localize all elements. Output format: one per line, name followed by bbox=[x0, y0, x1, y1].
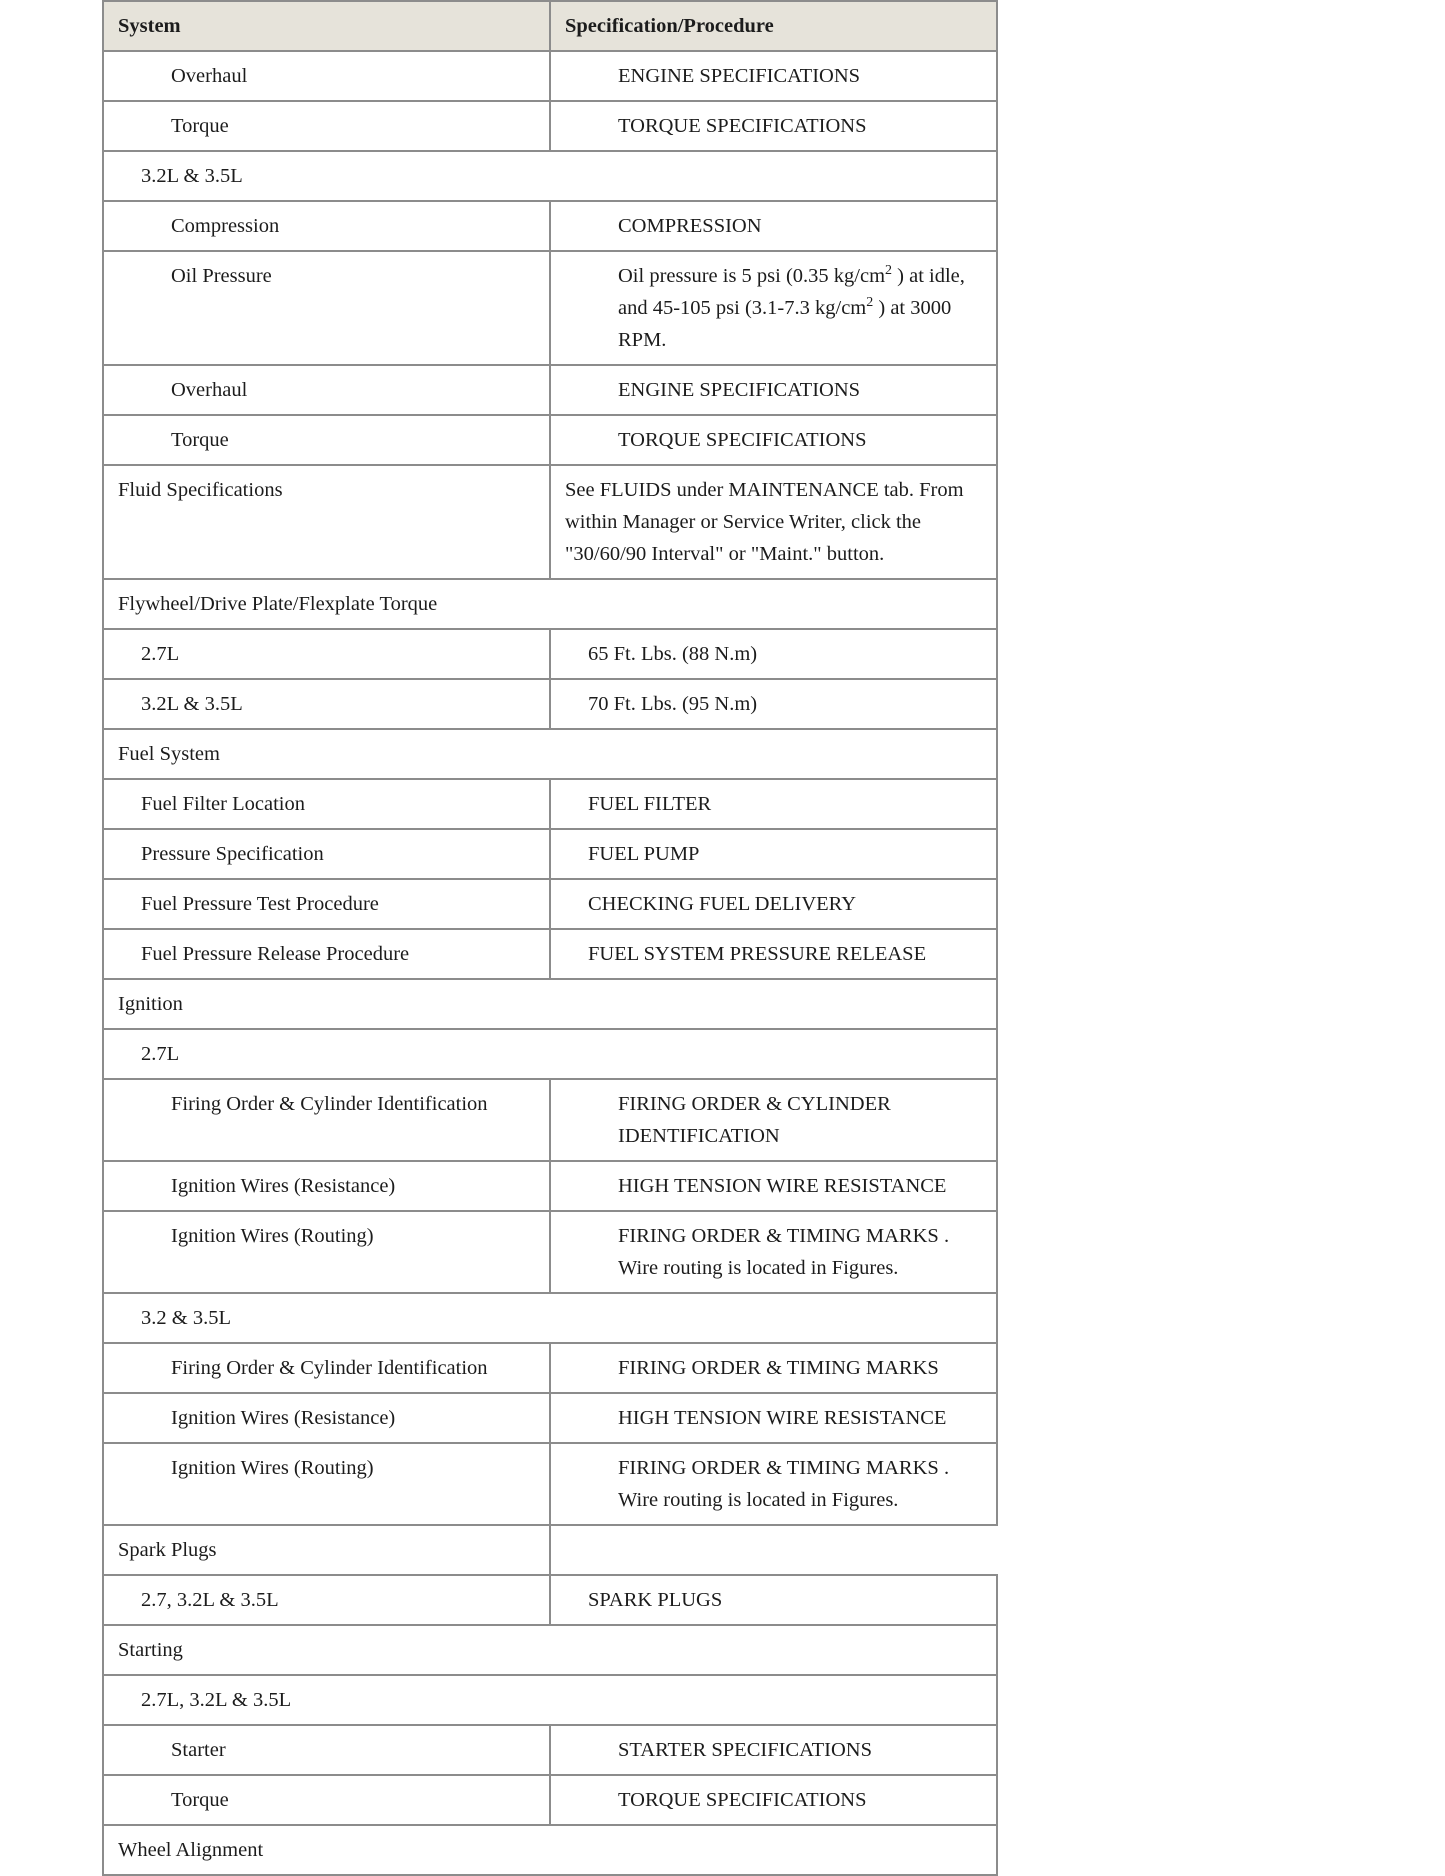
oil-pressure-text-b: ) at idle, and 45-105 psi (3.1-7.3 kg/cm bbox=[618, 265, 965, 319]
system-cell: 2.7L, 3.2L & 3.5L bbox=[103, 1675, 997, 1725]
system-cell: Firing Order & Cylinder Identification bbox=[103, 1343, 550, 1393]
table-row bbox=[103, 1443, 997, 1525]
system-cell: Fuel Pressure Test Procedure bbox=[103, 879, 550, 929]
specification-cell: FIRING ORDER & TIMING MARKS . Wire routing is located in Figures. bbox=[550, 1211, 997, 1293]
superscript: 2 bbox=[866, 295, 874, 310]
table-row bbox=[103, 1625, 997, 1675]
spec-table bbox=[102, 0, 998, 1876]
system-cell: Pressure Specification bbox=[103, 829, 550, 879]
system-cell: 3.2 & 3.5L bbox=[103, 1293, 997, 1343]
system-cell: Torque bbox=[103, 101, 550, 151]
table-row bbox=[103, 1725, 997, 1775]
specification-cell: FUEL SYSTEM PRESSURE RELEASE bbox=[550, 929, 997, 979]
table-body bbox=[103, 51, 997, 1875]
specification-cell: FIRING ORDER & CYLINDER IDENTIFICATION bbox=[550, 1079, 997, 1161]
system-cell: 2.7L bbox=[103, 1029, 997, 1079]
system-cell: Overhaul bbox=[103, 51, 550, 101]
specification-cell: CHECKING FUEL DELIVERY bbox=[550, 879, 997, 929]
system-cell: Fuel Filter Location bbox=[103, 779, 550, 829]
system-cell: Firing Order & Cylinder Identification bbox=[103, 1079, 550, 1161]
table-row bbox=[103, 629, 997, 679]
specification-cell: SPARK PLUGS bbox=[550, 1575, 997, 1625]
table-row bbox=[103, 151, 997, 201]
system-cell: Ignition Wires (Routing) bbox=[103, 1443, 550, 1525]
specification-cell: COMPRESSION bbox=[550, 201, 997, 251]
table-row bbox=[103, 201, 997, 251]
specification-cell bbox=[550, 251, 997, 365]
specification-cell: HIGH TENSION WIRE RESISTANCE bbox=[550, 1393, 997, 1443]
oil-pressure-text-c: ) at 3000 RPM. bbox=[618, 297, 952, 351]
specification-cell bbox=[550, 1525, 997, 1575]
system-cell: Starter bbox=[103, 1725, 550, 1775]
table-row bbox=[103, 1575, 997, 1625]
system-cell: Ignition Wires (Resistance) bbox=[103, 1161, 550, 1211]
table-row bbox=[103, 365, 997, 415]
system-cell: Torque bbox=[103, 415, 550, 465]
table-row bbox=[103, 101, 997, 151]
system-cell: Torque bbox=[103, 1775, 550, 1825]
table-row bbox=[103, 1029, 997, 1079]
table-row bbox=[103, 465, 997, 579]
specification-cell: FUEL FILTER bbox=[550, 779, 997, 829]
table-row bbox=[103, 679, 997, 729]
table-row bbox=[103, 979, 997, 1029]
system-cell: Overhaul bbox=[103, 365, 550, 415]
system-cell: Fluid Specifications bbox=[103, 465, 550, 579]
table-row bbox=[103, 779, 997, 829]
system-cell: 3.2L & 3.5L bbox=[103, 679, 550, 729]
table-row bbox=[103, 1211, 997, 1293]
table-row bbox=[103, 929, 997, 979]
specification-cell: HIGH TENSION WIRE RESISTANCE bbox=[550, 1161, 997, 1211]
specification-cell: FIRING ORDER & TIMING MARKS . Wire routing is located in Figures. bbox=[550, 1443, 997, 1525]
specification-cell: FUEL PUMP bbox=[550, 829, 997, 879]
table-row bbox=[103, 51, 997, 101]
table-row bbox=[103, 1293, 997, 1343]
table-row bbox=[103, 1525, 997, 1575]
specification-cell: TORQUE SPECIFICATIONS bbox=[550, 1775, 997, 1825]
table-row bbox=[103, 1775, 997, 1825]
system-cell: Fuel Pressure Release Procedure bbox=[103, 929, 550, 979]
system-cell: Ignition Wires (Routing) bbox=[103, 1211, 550, 1293]
header-system: System bbox=[103, 1, 550, 51]
table-row bbox=[103, 415, 997, 465]
specification-cell: STARTER SPECIFICATIONS bbox=[550, 1725, 997, 1775]
oil-pressure-text-a: Oil pressure is 5 psi (0.35 kg/cm bbox=[618, 265, 886, 287]
table-row bbox=[103, 1343, 997, 1393]
table-row bbox=[103, 829, 997, 879]
table-row bbox=[103, 1393, 997, 1443]
superscript: 2 bbox=[885, 263, 893, 278]
table-row bbox=[103, 1825, 997, 1875]
header-row bbox=[103, 1, 997, 51]
table-row bbox=[103, 729, 997, 779]
specification-cell: See FLUIDS under MAINTENANCE tab. From within Manager or Service Writer, click the "30/60/90 Interval" or "Maint." button. bbox=[550, 465, 997, 579]
system-cell: Ignition Wires (Resistance) bbox=[103, 1393, 550, 1443]
system-cell: 3.2L & 3.5L bbox=[103, 151, 997, 201]
specification-cell: ENGINE SPECIFICATIONS bbox=[550, 51, 997, 101]
specification-cell: FIRING ORDER & TIMING MARKS bbox=[550, 1343, 997, 1393]
system-cell: Flywheel/Drive Plate/Flexplate Torque bbox=[103, 579, 997, 629]
specification-cell: ENGINE SPECIFICATIONS bbox=[550, 365, 997, 415]
header-specification: Specification/Procedure bbox=[550, 1, 997, 51]
table-row bbox=[103, 1079, 997, 1161]
table-row bbox=[103, 879, 997, 929]
system-cell: Starting bbox=[103, 1625, 997, 1675]
specification-cell: 70 Ft. Lbs. (95 N.m) bbox=[550, 679, 997, 729]
table-row bbox=[103, 1675, 997, 1725]
system-cell: 2.7L bbox=[103, 629, 550, 679]
specification-cell: 65 Ft. Lbs. (88 N.m) bbox=[550, 629, 997, 679]
specification-cell: TORQUE SPECIFICATIONS bbox=[550, 415, 997, 465]
system-cell: Oil Pressure bbox=[103, 251, 550, 365]
system-cell: Wheel Alignment bbox=[103, 1825, 997, 1875]
system-cell: Fuel System bbox=[103, 729, 997, 779]
system-cell: Ignition bbox=[103, 979, 997, 1029]
system-cell: Compression bbox=[103, 201, 550, 251]
table-row bbox=[103, 251, 997, 365]
system-cell: Spark Plugs bbox=[103, 1525, 550, 1575]
table-row bbox=[103, 1161, 997, 1211]
system-cell: 2.7, 3.2L & 3.5L bbox=[103, 1575, 550, 1625]
specification-cell: TORQUE SPECIFICATIONS bbox=[550, 101, 997, 151]
table-row bbox=[103, 579, 997, 629]
